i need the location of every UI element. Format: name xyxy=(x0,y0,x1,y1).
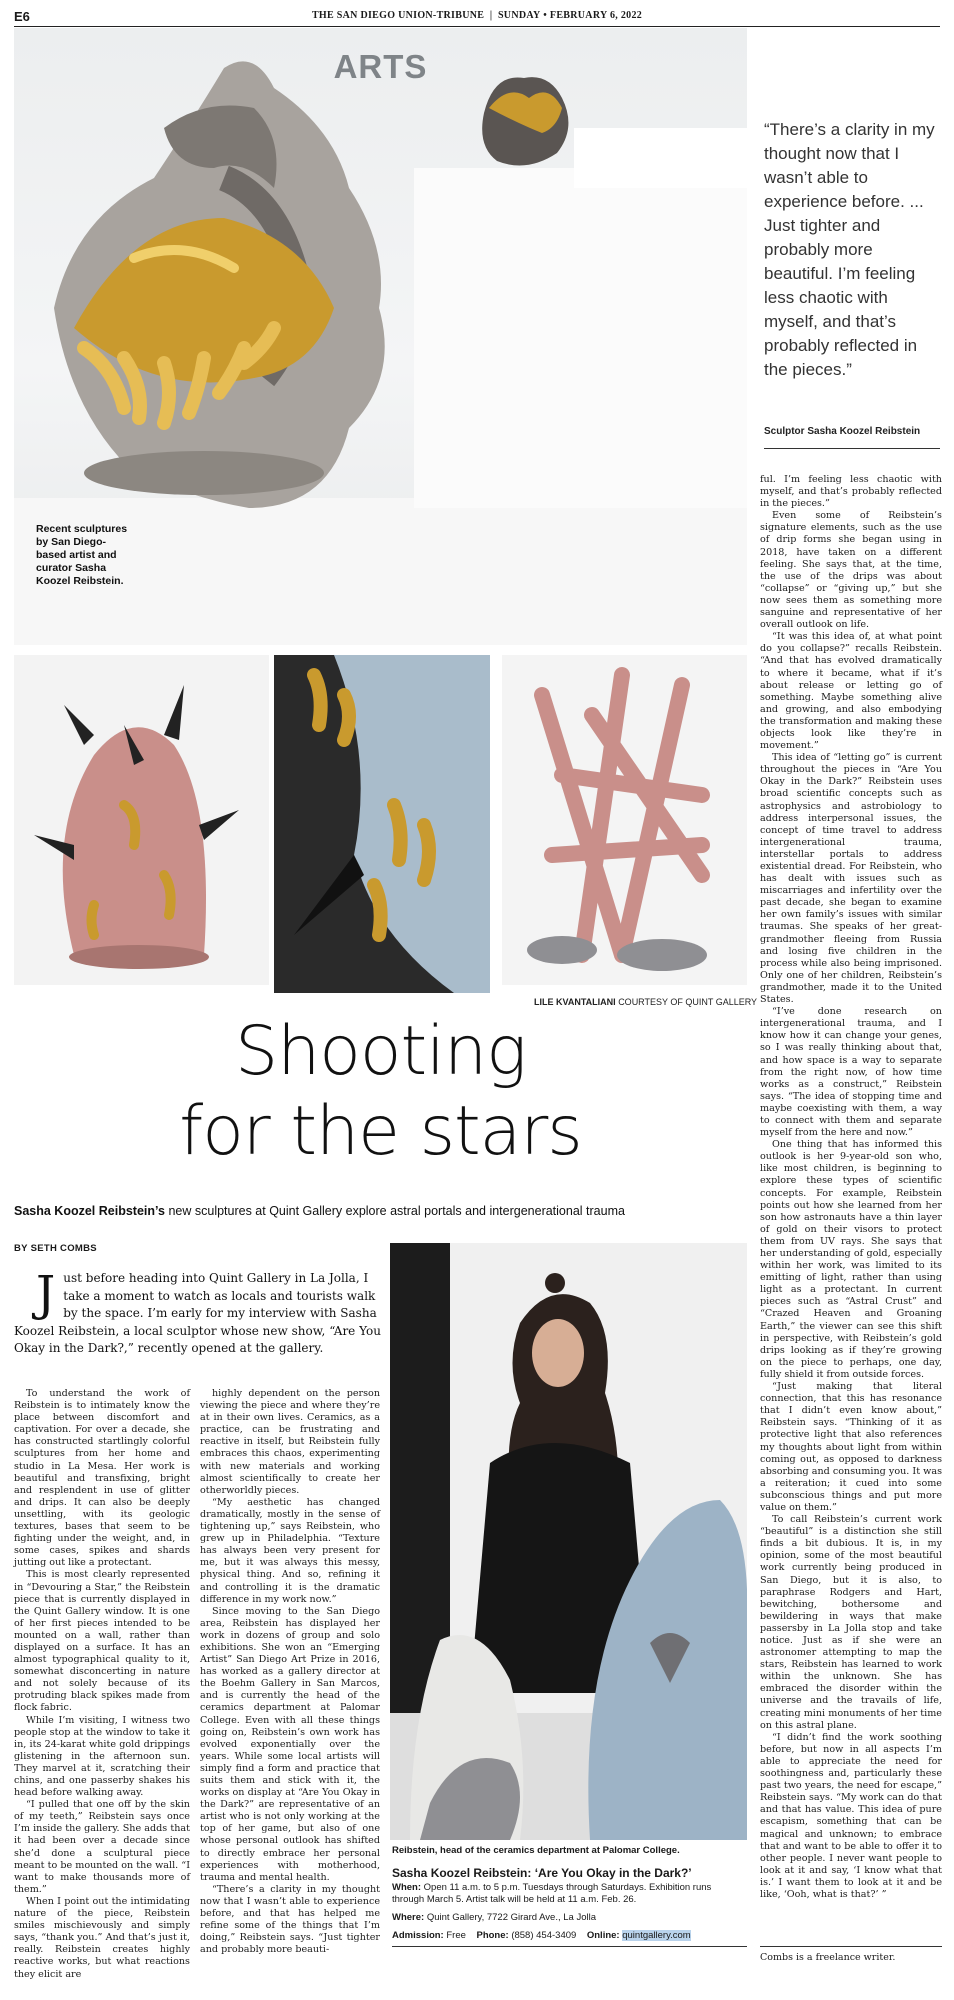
header-rule xyxy=(14,26,940,27)
pull-quote-rule xyxy=(764,448,940,449)
phone-label: Phone: xyxy=(476,1930,509,1941)
admission-label: Admission: xyxy=(392,1930,444,1941)
online-label: Online: xyxy=(586,1930,620,1941)
gold-drip-detail-photo xyxy=(274,655,490,993)
photo-credit xyxy=(534,997,757,1007)
body-column-2 xyxy=(200,1388,380,1956)
lead-paragraph xyxy=(14,1266,388,1358)
where-text: Quint Gallery, 7722 Girard Ave., La Jolla xyxy=(424,1912,596,1923)
subhead-name: Sasha Koozel Reibstein’s xyxy=(14,1204,165,1218)
paragraph: Since moving to the San Diego area, Reibstein has displayed her work in dozens of group and solo exhibitions. She won an “Emerging Artist” San Diego Art Prize in 2016, has worked as a gallery director at the Boehm Gallery in San Marcos, and is currently the head of the ceramics department at Palomar College. Even with all these things going on, Reibstein’s own work has evolved exponentially over the years. While some local artists will simply find a form and practice that suits them and stick with it, the works on display at “Are You Okay in the Dark?” are representative of an artist who is not only working at the top of her game, but also of one whose personal outlook has shifted to directly embrace her personal experiences with motherhood, trauma and mental health. xyxy=(200,1605,380,1883)
paragraph: One thing that has informed this outlook is her 9-year-old son who, like most children, is beginning to explore these types of scientific concepts. For example, Reibstein points out how she learned from her son how astronauts have a thin layer of gold on their visors to protect them from UV rays. She says that her understanding of gold, especially within her work, was limited to its emitting of light, rather than using light as a protectant. In current pieces such as “Astral Crust” and “Crazed Heaven and Groaning Earth,” the viewer can see this shift in perspective, with Reibstein’s gold drips looking as if they’re growing on the piece to perhaps, one day, fully shield it from outside forces. xyxy=(760,1139,942,1380)
paragraph: When I point out the intimidating nature of the piece, Reibstein smiles mischievously and simply says, “thank you.” And that’s just it, really. Reibstein creates highly reactive works, but what reactions they elicit are xyxy=(14,1895,190,1980)
paragraph: “I pulled that one off by the skin of my teeth,” Reibstein says once I’m inside the gallery. She adds that it had been over a decade since she’d done a sculptural piece meant to be mounted on the wall. “I want to make thousands more of them.” xyxy=(14,1799,190,1895)
paragraph: While I’m visiting, I witness two people stop at the window to take it in, its 24-karat white gold drippings glistening in the afternoon sun. They marvel at it, scratching their chins, and one passerby shakes his head before walking away. xyxy=(14,1714,190,1799)
info-box-title: Sasha Koozel Reibstein: ‘Are You Okay in the Dark?’ xyxy=(392,1866,692,1880)
spiked-sculpture-illustration xyxy=(14,655,269,985)
byline: BY SETH COMBS xyxy=(14,1243,97,1254)
paragraph: “There’s a clarity in my thought now that I wasn’t able to experience before, and that has helped me refine some of the things that I’m doing,” Reibstein says. “Just tighter and probably more beauti- xyxy=(200,1883,380,1956)
courtesy: COURTESY OF QUINT GALLERY xyxy=(618,997,758,1007)
section-label: ARTS xyxy=(333,48,428,85)
headline-line-2: for the stars xyxy=(179,1092,582,1171)
day: SUNDAY xyxy=(497,10,541,21)
online-link[interactable]: quintgallery.com xyxy=(622,1930,691,1941)
lattice-sculpture-illustration xyxy=(502,655,747,985)
paragraph: ful. I’m feeling less chaotic with myself, and that’s probably reflected in the pieces.” xyxy=(760,474,942,510)
drop-cap: J xyxy=(36,1266,56,1322)
artist-portrait-photo xyxy=(390,1243,747,1840)
paragraph: This is most clearly represented in “Devouring a Star,” the Reibstein piece that is currently displayed in the Quint Gallery window. It is one of her first pieces intended to be mounted on a wall, rather than displayed on a surface. It has an almost typographical quality to it, somewhat disconcerting in nature and not solely because of its protruding black spikes made from flock fabric. xyxy=(14,1569,190,1714)
portrait-illustration xyxy=(390,1243,747,1840)
date: FEBRUARY 6, 2022 xyxy=(549,10,643,21)
portrait-caption: Reibstein, head of the ceramics department at Palomar College. xyxy=(392,1845,680,1856)
body-column-3 xyxy=(760,474,942,1901)
main-photo xyxy=(14,28,747,645)
photographer: LILE KVANTALIANI xyxy=(534,997,616,1007)
page-number: E6 xyxy=(14,9,30,24)
admission-text: Free xyxy=(443,1930,466,1941)
gold-drip-illustration xyxy=(274,655,490,993)
when-text: Open 11 a.m. to 5 p.m. Tuesdays through Saturdays. Exhibition runs through March 5. Artist talk will be held at 11 a.m. Feb. 26. xyxy=(392,1882,712,1905)
main-photo-caption: Recent sculptures by San Diego-based artist and curator Sasha Koozel Reibstein. xyxy=(36,523,128,587)
where-label: Where: xyxy=(392,1912,425,1923)
headline xyxy=(14,1012,747,1172)
pull-quote: “There’s a clarity in my thought now that I wasn’t able to experience before. ... Just tighter and probably more beautiful. I’m feeling less chaotic with myself, and that’s probably reflected in the pieces.” xyxy=(764,120,935,379)
masthead-line: THE SAN DIEGO UNION-TRIBUNE | SUNDAY • FEBRUARY 6, 2022 xyxy=(311,10,643,21)
paragraph: This idea of “letting go” is current throughout the pieces in “Are You Okay in the Dark?” Reibstein uses broad scientific concepts such as astrophysics and astrobiology to address interpersonal issues, the concept of time travel to address intergenerational trauma, interstellar portals to address existential dread. For Reibstein, who has dealt with issues such as miscarriages and infertility over the past decade, she began to examine her own family’s issues with similar traumas. She speaks of her great-grandmother fleeing from Russia and losing five children in the process while also being imprisoned. Only one of her children, Reibstein’s grandmother, made it to the United States. xyxy=(760,752,942,1006)
pull-quote-attribution: Sculptor Sasha Koozel Reibstein xyxy=(764,426,921,437)
phone-text: (858) 454-3409 xyxy=(508,1930,577,1941)
paragraph: “I’ve done research on intergenerational trauma, and I know how it can change your genes, so I was really thinking about that, and how space is a way to separate from the right now, of how time works as a construct,” Reibstein says. “The idea of stopping time and maybe coexisting with them, a way to connect with them and separate myself from the here and now.” xyxy=(760,1006,942,1139)
headline-line-1: Shooting xyxy=(235,1012,526,1091)
paragraph: highly dependent on the person viewing the piece and where they’re at in their own lives. Ceramics, as a practice, can be frustrating and reactive in itself, but Reibstein fully embraces this chaos, experimenting with new materials and working almost scientifically to create her otherworldly pieces. xyxy=(200,1388,380,1496)
info-admission-phone-online xyxy=(392,1930,744,1942)
subhead-rest: new sculptures at Quint Gallery explore astral portals and intergenerational trauma xyxy=(164,1204,625,1218)
info-when xyxy=(392,1882,744,1906)
paragraph: “It was this idea of, at what point do you collapse?” recalls Reibstein. “And that has evolved dramatically to where it became, what if it’s about release or letting go of something. Maybe something alive and growing, and also embodying the transformation and making these objects look like they’re in movement.” xyxy=(760,631,942,752)
paragraph: “I didn’t find the work soothing before, but now in all aspects I’m able to appreciate the need for soothingness and, particularly these past two years, the need for escape,” Reibstein says. “My work can do that and that has value. This idea of pure escapism, something that can be magical and unknown; to embrace that and want to be able to offer it to other people. I never want people to look at it and say, ‘I know what that is.’ I want them to look at it and be like, ‘Ooh, what is that?’ ” xyxy=(760,1731,942,1900)
info-rule xyxy=(392,1946,747,1947)
paragraph: Even some of Reibstein’s signature elements, such as the use of drip forms she began using in 2018, have taken on a different feeling. She says that, at the time, the use of the drips was about “collapse” or “giving up,” but she now sees them as something more sanguine and representative of her overall outlook on life. xyxy=(760,510,942,631)
lattice-sculpture-photo xyxy=(502,655,747,985)
end-rule xyxy=(760,1946,942,1947)
when-label: When: xyxy=(392,1882,422,1893)
paragraph: “Just making that literal connection, that this has resonance that I didn’t even know about,” Reibstein says. “Thinking of it as protective light that also references my thoughts about light from within coming out, as opposed to darkness absorbing and consuming you. It was a reiteration; it cued into some subconscious things and put more value on them.” xyxy=(760,1381,942,1513)
body-column-1 xyxy=(14,1388,190,1981)
paper-name: THE SAN DIEGO UNION-TRIBUNE xyxy=(311,10,485,21)
paragraph: To understand the work of Reibstein is to intimately know the place between discomfort and captivation. For over a decade, she has constructed startlingly colorful sculptures from her home and studio in La Mesa. Her work is beautiful and transfixing, bright and resplendent in use of glitter and drips. It can also be deeply unsettling, with its geologic textures, bases that seem to be fighting under the weight, and, in some cases, spikes and shards jutting out like a protectant. xyxy=(14,1388,190,1569)
info-where xyxy=(392,1912,744,1924)
paragraph: To call Reibstein’s current work “beautiful” is a distinction she still finds a bit dubious. It is, in my opinion, some of the most beautiful work currently being produced in San Diego, but it is also, to paraphrase Rodgers and Hart, bewitching, bothersome and bewildering in ways that make passersby in La Jolla stop and take notice. Just as if she were an astronomer attempting to map the stars, Reibstein has learned to work within the unknown. She has embraced the disorder within the universe and the travails of life, creating mini monuments of her time on this astral plane. xyxy=(760,1514,942,1731)
end-note: Combs is a freelance writer. xyxy=(760,1952,896,1963)
subheadline xyxy=(14,1204,747,1218)
lead-text: ust before heading into Quint Gallery in La Jolla, I take a moment to watch as locals and tourists walk by the space. I’m early for my interview with Sasha Koozel Reibstein, a local sculptor whose new show, “Are You Okay in the Dark?,” recently opened at the gallery. xyxy=(14,1271,381,1355)
spiked-sculpture-photo xyxy=(14,655,269,985)
paragraph: “My aesthetic has changed dramatically, mostly in the sense of tightening up,” says Reibstein, who grew up in Philadelphia. “Texture has always been very present for me, but it was always this messy, physical thing. And so, refining it and controlling it is the dramatic difference in my work now.” xyxy=(200,1496,380,1605)
